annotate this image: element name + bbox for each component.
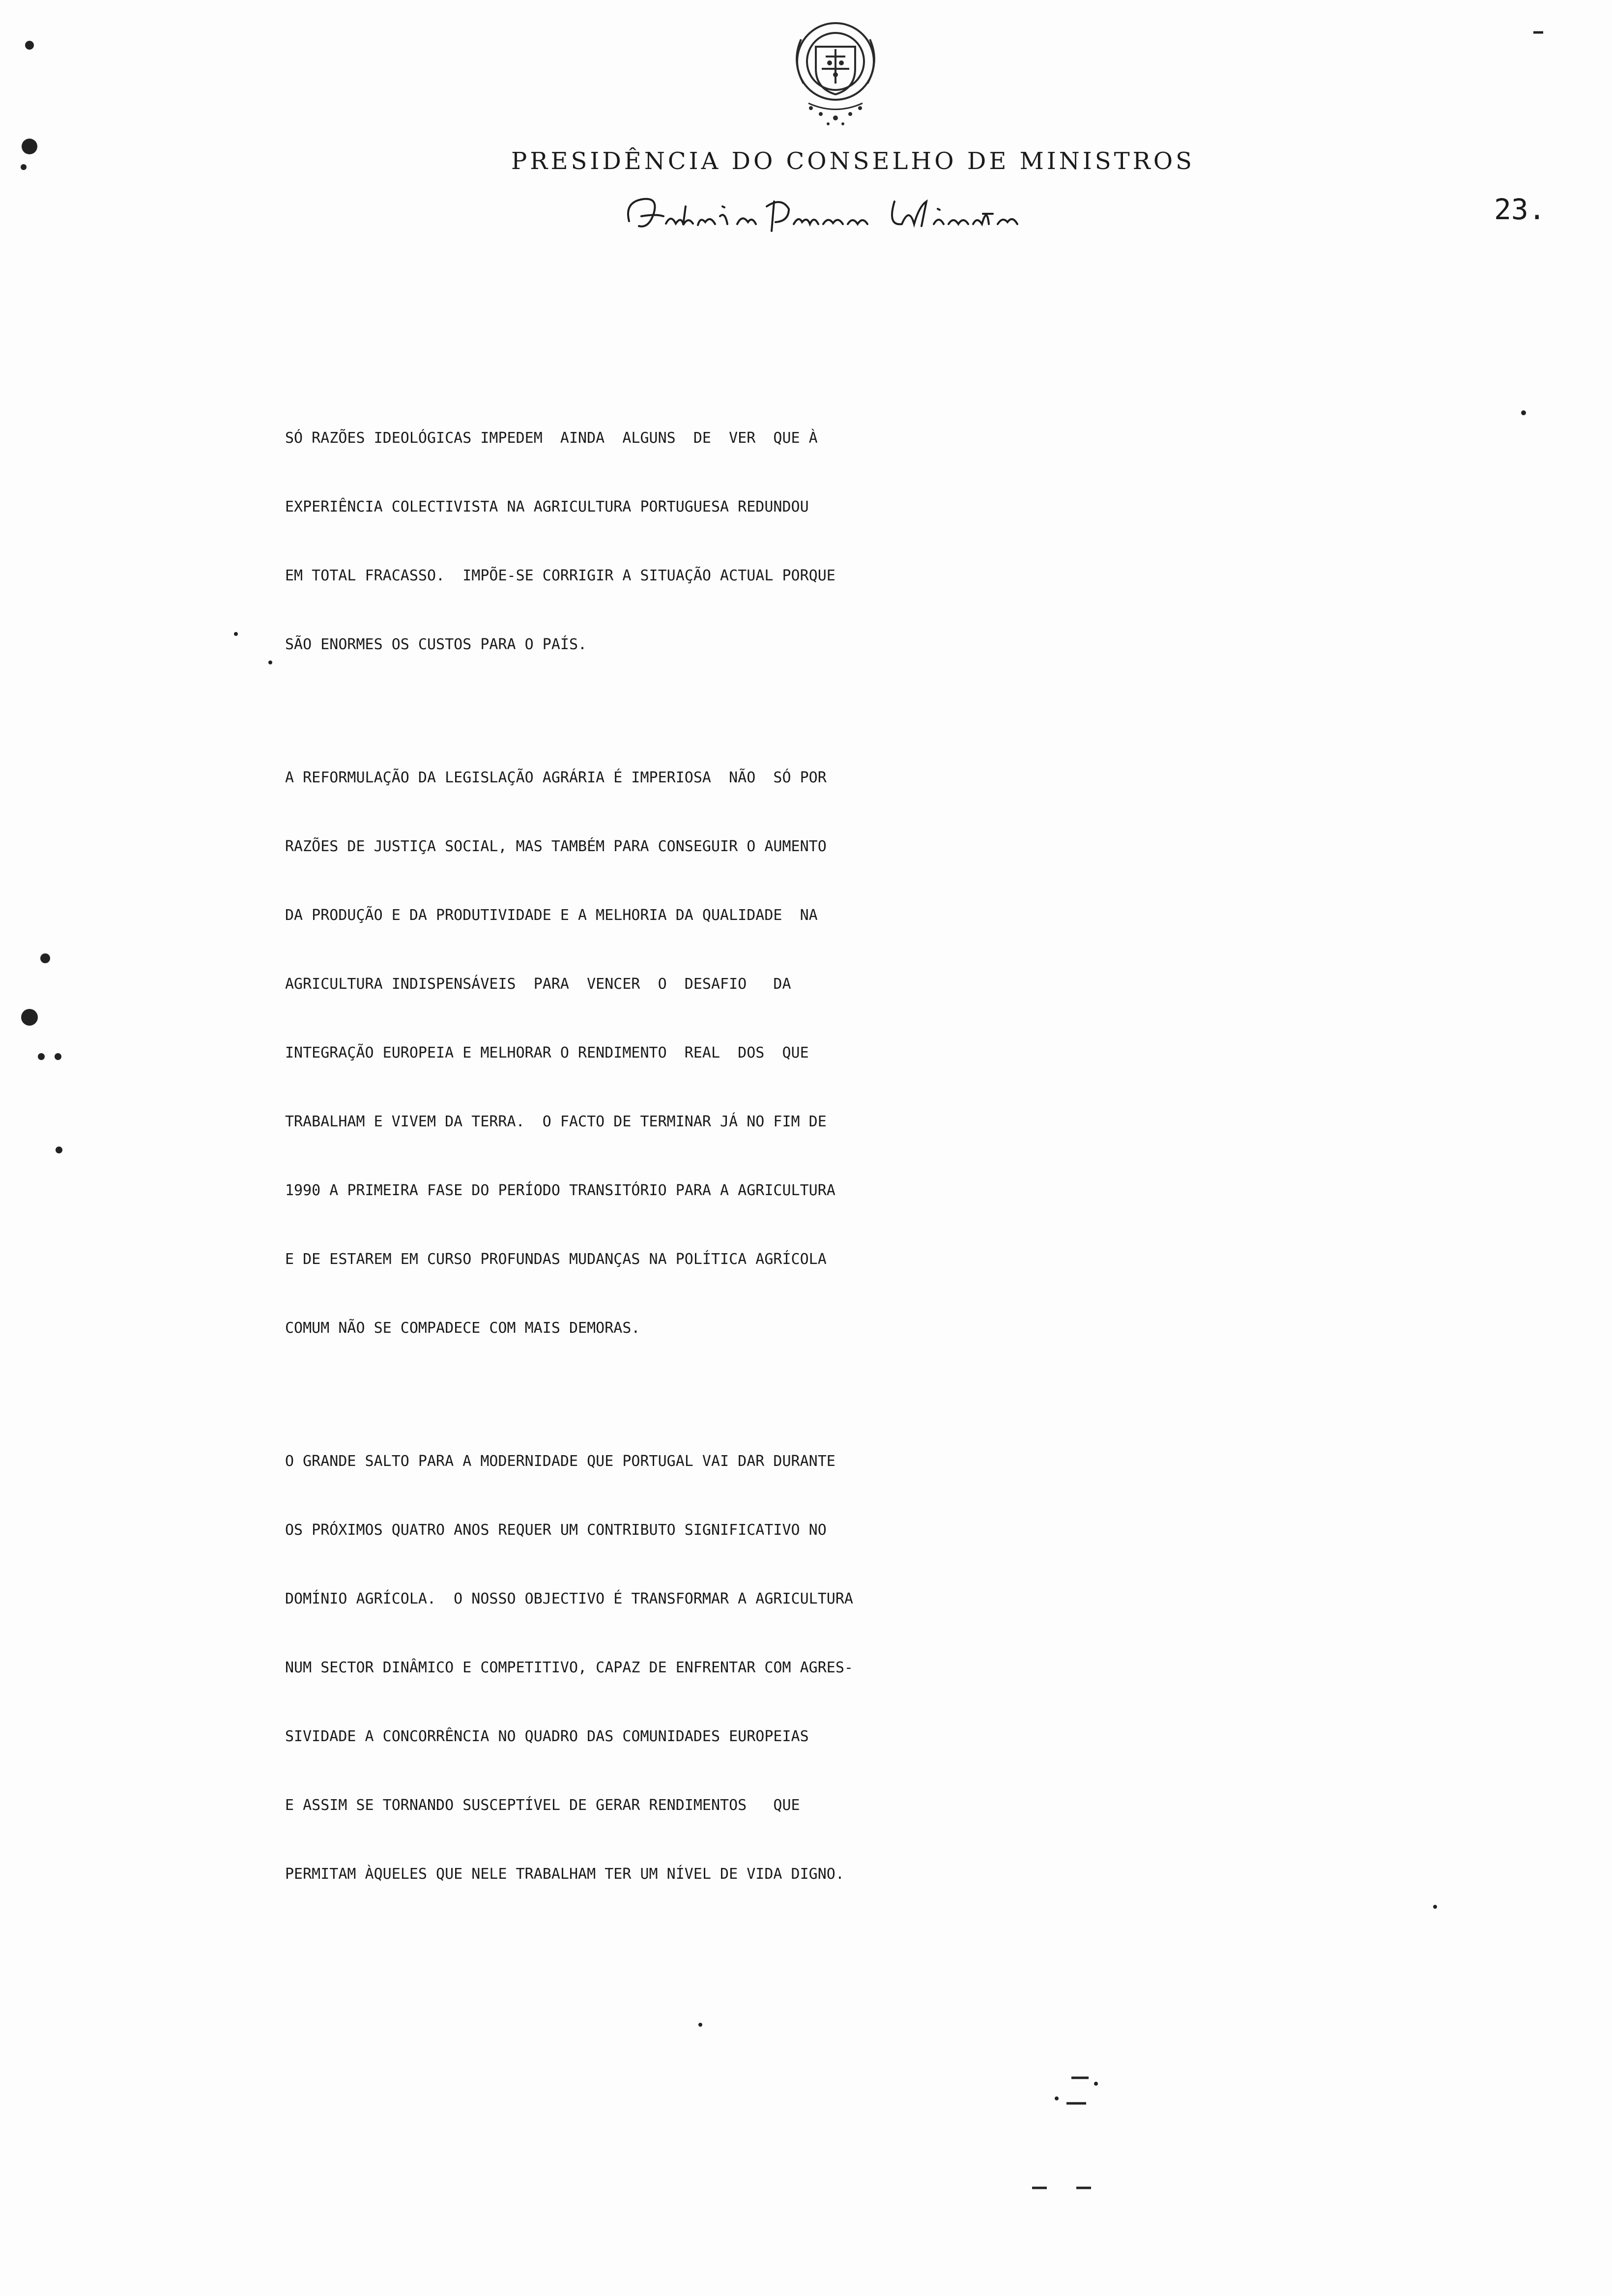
paragraph [285, 744, 1607, 1363]
paragraph [285, 404, 1607, 679]
text-line: 1990 A PRIMEIRA FASE DO PERÍODO TRANSITÓRIO PARA A AGRICULTURA [285, 1182, 835, 1199]
paragraph [285, 1427, 1607, 1909]
paragraph-gap [285, 1363, 1607, 1427]
coat-of-arms-emblem-icon [781, 10, 890, 128]
text-line: RAZÕES DE JUSTIÇA SOCIAL, MAS TAMBÉM PARA CONSEGUIR O AUMENTO [285, 838, 827, 855]
document-body [285, 404, 1607, 1909]
office-title: PRESIDÊNCIA DO CONSELHO DE MINISTROS [511, 147, 1195, 175]
text-line: E ASSIM SE TORNANDO SUSCEPTÍVEL DE GERAR RENDIMENTOS QUE [285, 1797, 800, 1814]
page-number: 23. [1494, 193, 1546, 226]
text-line: A REFORMULAÇÃO DA LEGISLAÇÃO AGRÁRIA É IMPERIOSA NÃO SÓ POR [285, 769, 827, 786]
text-line: TRABALHAM E VIVEM DA TERRA. O FACTO DE TERMINAR JÁ NO FIM DE [285, 1113, 827, 1130]
text-line: COMUM NÃO SE COMPADECE COM MAIS DEMORAS. [285, 1320, 640, 1337]
paragraph-gap [285, 679, 1607, 744]
text-line: SIVIDADE A CONCORRÊNCIA NO QUADRO DAS COMUNIDADES EUROPEIAS [285, 1728, 809, 1745]
text-line: EM TOTAL FRACASSO. IMPÕE-SE CORRIGIR A SITUAÇÃO ACTUAL PORQUE [285, 567, 835, 584]
text-line: AGRICULTURA INDISPENSÁVEIS PARA VENCER O DESAFIO DA [285, 976, 791, 993]
text-line: NUM SECTOR DINÂMICO E COMPETITIVO, CAPAZ DE ENFRENTAR COM AGRES- [285, 1659, 853, 1676]
text-line: OS PRÓXIMOS QUATRO ANOS REQUER UM CONTRIBUTO SIGNIFICATIVO NO [285, 1521, 827, 1539]
text-line: SÃO ENORMES OS CUSTOS PARA O PAÍS. [285, 636, 587, 653]
text-line: EXPERIÊNCIA COLECTIVISTA NA AGRICULTURA PORTUGUESA REDUNDOU [285, 498, 809, 516]
text-line: O GRANDE SALTO PARA A MODERNIDADE QUE PORTUGAL VAI DAR DURANTE [285, 1453, 835, 1470]
text-line: DA PRODUÇÃO E DA PRODUTIVIDADE E A MELHORIA DA QUALIDADE NA [285, 907, 818, 924]
text-line: INTEGRAÇÃO EUROPEIA E MELHORAR O RENDIMENTO REAL DOS QUE [285, 1044, 809, 1062]
text-line: SÓ RAZÕES IDEOLÓGICAS IMPEDEM AINDA ALGUNS DE VER QUE À [285, 430, 818, 447]
text-line: E DE ESTAREM EM CURSO PROFUNDAS MUDANÇAS NA POLÍTICA AGRÍCOLA [285, 1251, 827, 1268]
text-line: PERMITAM ÀQUELES QUE NELE TRABALHAM TER UM NÍVEL DE VIDA DIGNO. [285, 1866, 844, 1883]
text-line: DOMÍNIO AGRÍCOLA. O NOSSO OBJECTIVO É TRANSFORMAR A AGRICULTURA [285, 1590, 853, 1607]
office-subtitle-script [619, 187, 1042, 241]
